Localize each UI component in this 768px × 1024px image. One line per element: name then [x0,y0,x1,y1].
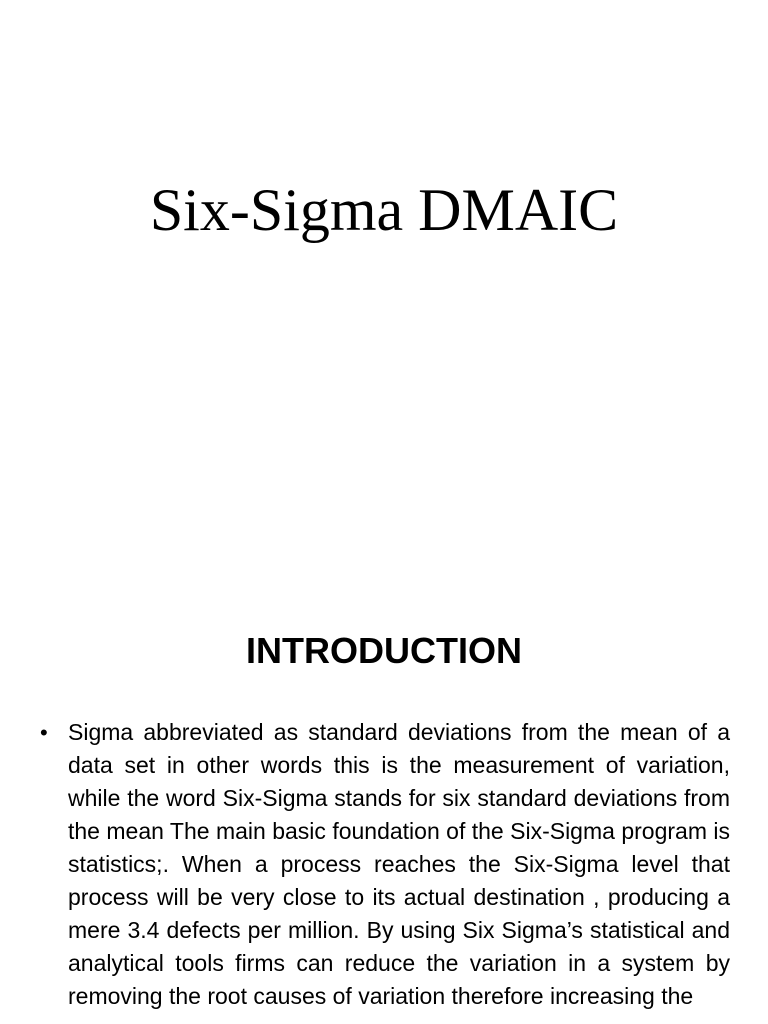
slide-title: Six-Sigma DMAIC [149,177,619,243]
slide-heading: INTRODUCTION [246,630,522,671]
bullet-text: Sigma abbreviated as standard deviations from the mean of a data set in other words this is the measurement of variation, while the word Six-Sigma stands for six standard deviations from the mean The main basic foundation of the Six-Sigma program is statistics;. When a process reaches the Six-Sigma level that process will be very close to its actual destination , producing a mere 3.4 defects per million. By using Six Sigma’s statistical and analytical tools firms can reduce the variation in a system by removing the root causes of variation therefore increasing the [68,719,730,1009]
bullet-marker: • [40,720,48,745]
introduction-slide [0,576,768,1024]
bullet-item [40,716,730,1013]
